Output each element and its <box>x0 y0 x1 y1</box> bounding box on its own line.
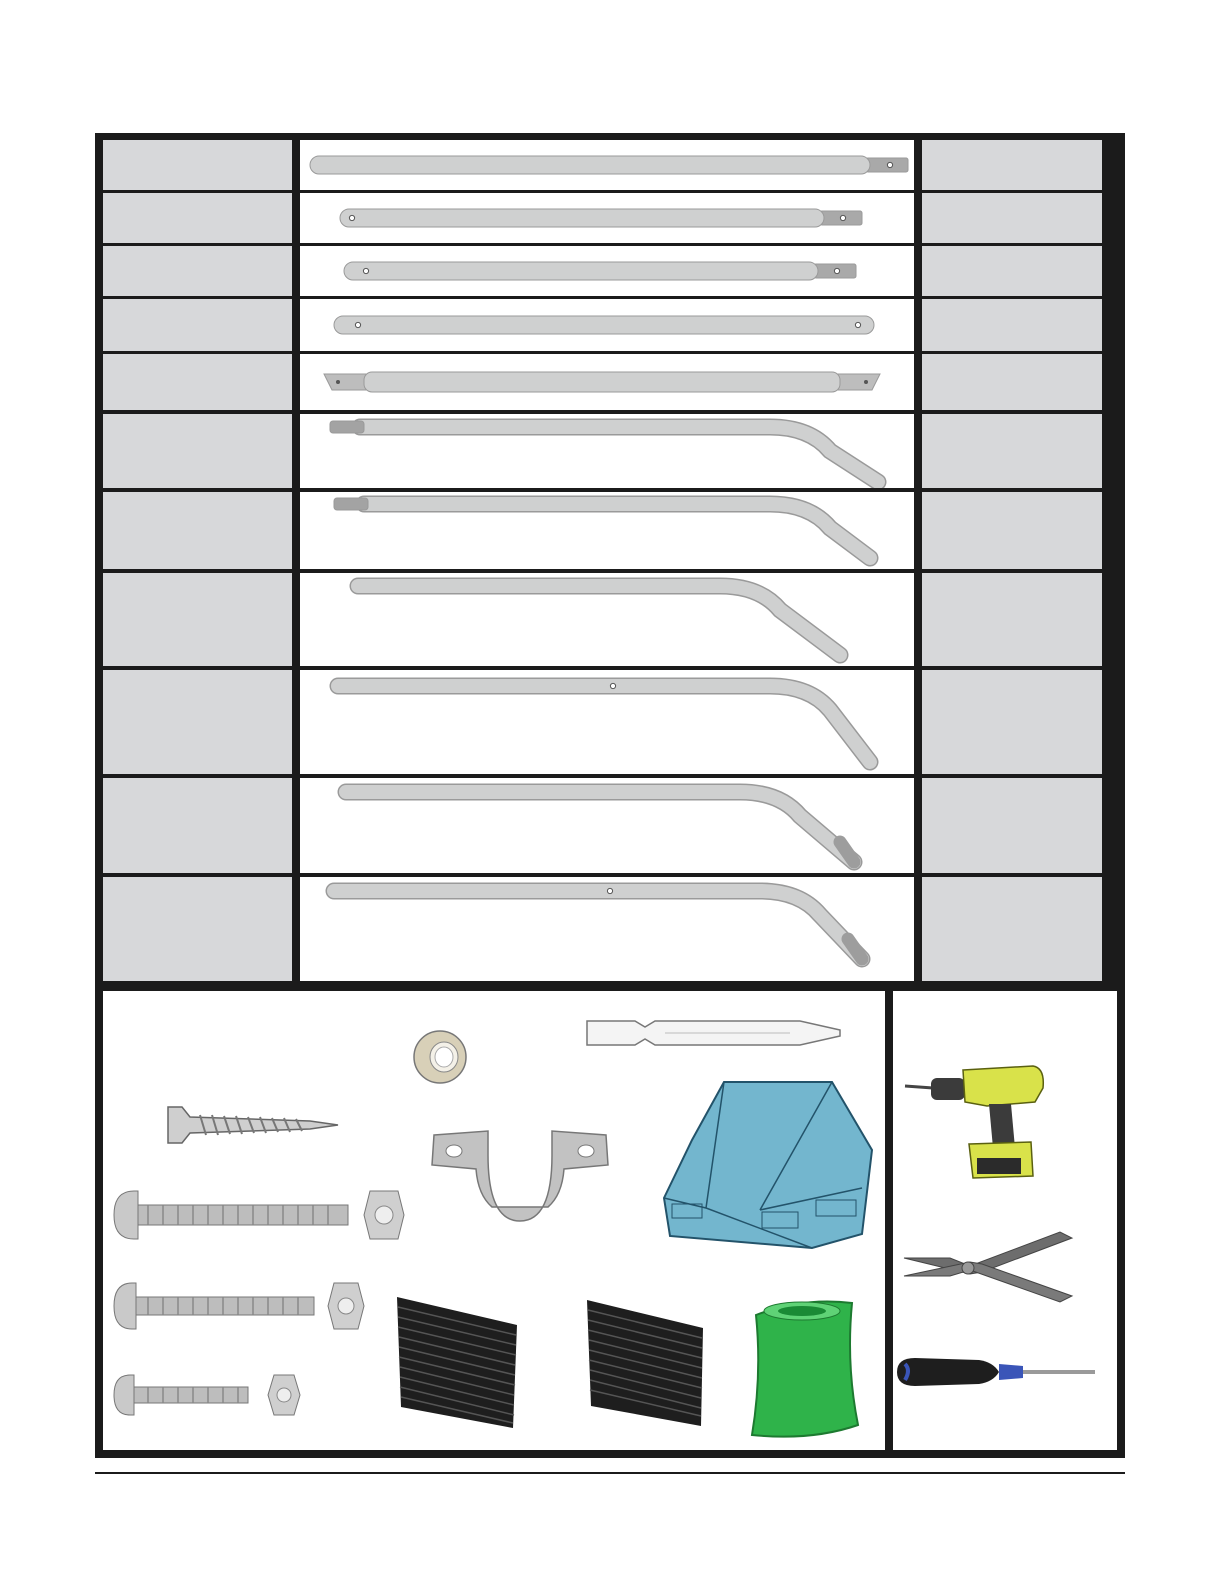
row-9-quantity-cell <box>922 670 1102 774</box>
row-7-bent-tube-swaged-left-2-cell <box>300 492 914 569</box>
row-3-quantity-cell <box>922 246 1102 296</box>
row-5-label-cell <box>103 354 292 410</box>
bent-tube-center-hole-icon <box>300 670 914 774</box>
row-7-quantity-cell <box>922 492 1102 569</box>
row-8-bent-tube-plain-cell <box>300 573 914 666</box>
row-3-straight-tube-swaged-end-short-cell <box>300 246 914 296</box>
screwdriver-bit-icon <box>585 1015 845 1051</box>
bolt-long-icon <box>108 1185 408 1245</box>
canopy-cover-icon <box>662 1078 874 1253</box>
straight-tube-swaged-end-short-icon <box>300 246 914 296</box>
row-5-quantity-cell <box>922 354 1102 410</box>
pipe-clamp-icon <box>428 1125 613 1225</box>
wood-screw-icon <box>160 1095 345 1155</box>
row-4-quantity-cell <box>922 299 1102 351</box>
bolt-medium-icon <box>108 1278 368 1334</box>
straight-tube-flat-ends-icon <box>300 354 914 410</box>
row-10-label-cell <box>103 778 292 873</box>
row-8-quantity-cell <box>922 573 1102 666</box>
bent-tube-center-hole-swaged-right-icon <box>300 877 914 981</box>
phillips-screwdriver-icon <box>895 1352 1100 1392</box>
row-5-straight-tube-flat-ends-cell <box>300 354 914 410</box>
pliers-icon <box>900 1228 1080 1308</box>
row-8-label-cell <box>103 573 292 666</box>
row-9-bent-tube-center-hole-cell <box>300 670 914 774</box>
row-2-label-cell <box>103 193 292 243</box>
footer-rule <box>95 1472 1125 1474</box>
bent-tube-plain-icon <box>300 573 914 666</box>
row-2-quantity-cell <box>922 193 1102 243</box>
row-1-label-cell <box>103 140 292 190</box>
mesh-panel-icon <box>395 1295 520 1430</box>
row-10-quantity-cell <box>922 778 1102 873</box>
row-10-bent-tube-swaged-right-cell <box>300 778 914 873</box>
bent-tube-swaged-left-icon <box>300 414 914 488</box>
bent-tube-swaged-right-icon <box>300 778 914 873</box>
row-6-label-cell <box>103 414 292 488</box>
row-2-straight-tube-swaged-end-cell <box>300 193 914 243</box>
row-3-label-cell <box>103 246 292 296</box>
row-6-bent-tube-swaged-left-cell <box>300 414 914 488</box>
bent-tube-swaged-left-2-icon <box>300 492 914 569</box>
straight-tube-long-one-swaged-end-icon <box>300 140 914 190</box>
row-1-quantity-cell <box>922 140 1102 190</box>
mesh-panel-2-icon <box>585 1298 705 1428</box>
straight-tube-two-holes-icon <box>300 299 914 351</box>
row-11-bent-tube-center-hole-swaged-right-cell <box>300 877 914 981</box>
bolt-short-icon <box>108 1370 308 1420</box>
cordless-drill-icon <box>903 1058 1048 1188</box>
row-4-label-cell <box>103 299 292 351</box>
straight-tube-swaged-end-icon <box>300 193 914 243</box>
row-6-quantity-cell <box>922 414 1102 488</box>
row-7-label-cell <box>103 492 292 569</box>
row-4-straight-tube-two-holes-cell <box>300 299 914 351</box>
row-11-quantity-cell <box>922 877 1102 981</box>
end-cap-icon <box>742 1295 862 1445</box>
spacer-ring-icon <box>410 1028 470 1086</box>
row-11-label-cell <box>103 877 292 981</box>
row-9-label-cell <box>103 670 292 774</box>
row-1-straight-tube-long-one-swaged-end-cell <box>300 140 914 190</box>
